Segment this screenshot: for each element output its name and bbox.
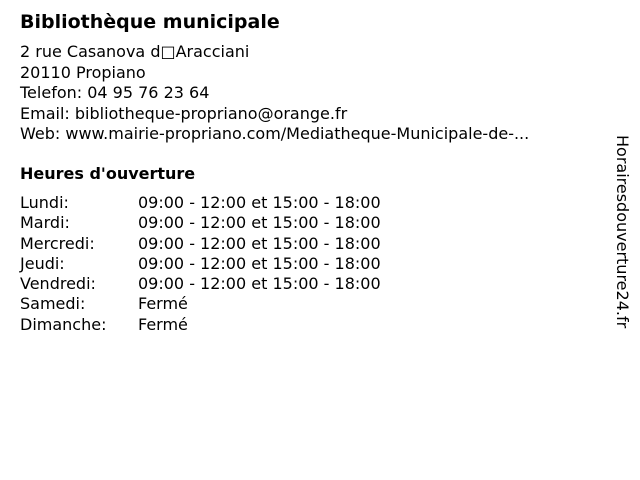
phone-line: Telefon: 04 95 76 23 64 xyxy=(20,83,210,102)
day-label: Dimanche: xyxy=(20,314,107,334)
hours-row-tuesday xyxy=(20,213,381,233)
email-line: Email: bibliotheque-propriano@orange.fr xyxy=(20,103,348,123)
day-label: Mardi: xyxy=(20,213,70,233)
day-label: Jeudi: xyxy=(20,253,65,273)
day-hours: Fermé xyxy=(138,314,188,334)
day-hours: Fermé xyxy=(138,294,188,314)
day-label: Lundi: xyxy=(20,193,69,212)
day-hours: 09:00 - 12:00 et 15:00 - 18:00 xyxy=(138,253,381,273)
library-title: Bibliothèque municipale xyxy=(20,11,280,33)
address-city: 20110 Propiano xyxy=(20,62,146,82)
hours-row-monday xyxy=(20,193,381,213)
opening-hours-table xyxy=(20,193,381,335)
web-line: Web: www.mairie-propriano.com/Mediatheque-Municipale-de-... xyxy=(20,124,530,143)
site-watermark: Horairesdouverture24.fr xyxy=(613,135,632,329)
hours-row-sunday xyxy=(20,315,381,335)
contact-block xyxy=(20,42,529,145)
day-label: Mercredi: xyxy=(20,233,95,253)
day-label: Samedi: xyxy=(20,294,86,314)
day-hours: 09:00 - 12:00 et 15:00 - 18:00 xyxy=(138,233,381,253)
day-hours: 09:00 - 12:00 et 15:00 - 18:00 xyxy=(138,274,381,294)
address-street: 2 rue Casanova d□Aracciani xyxy=(20,42,250,61)
hours-row-wednesday xyxy=(20,234,381,254)
hours-row-thursday xyxy=(20,254,381,274)
hours-row-saturday xyxy=(20,294,381,314)
day-hours: 09:00 - 12:00 et 15:00 - 18:00 xyxy=(138,213,381,233)
hours-row-friday xyxy=(20,274,381,294)
day-hours: 09:00 - 12:00 et 15:00 - 18:00 xyxy=(138,193,381,212)
opening-hours-heading: Heures d'ouverture xyxy=(20,164,196,183)
day-label: Vendredi: xyxy=(20,274,96,294)
